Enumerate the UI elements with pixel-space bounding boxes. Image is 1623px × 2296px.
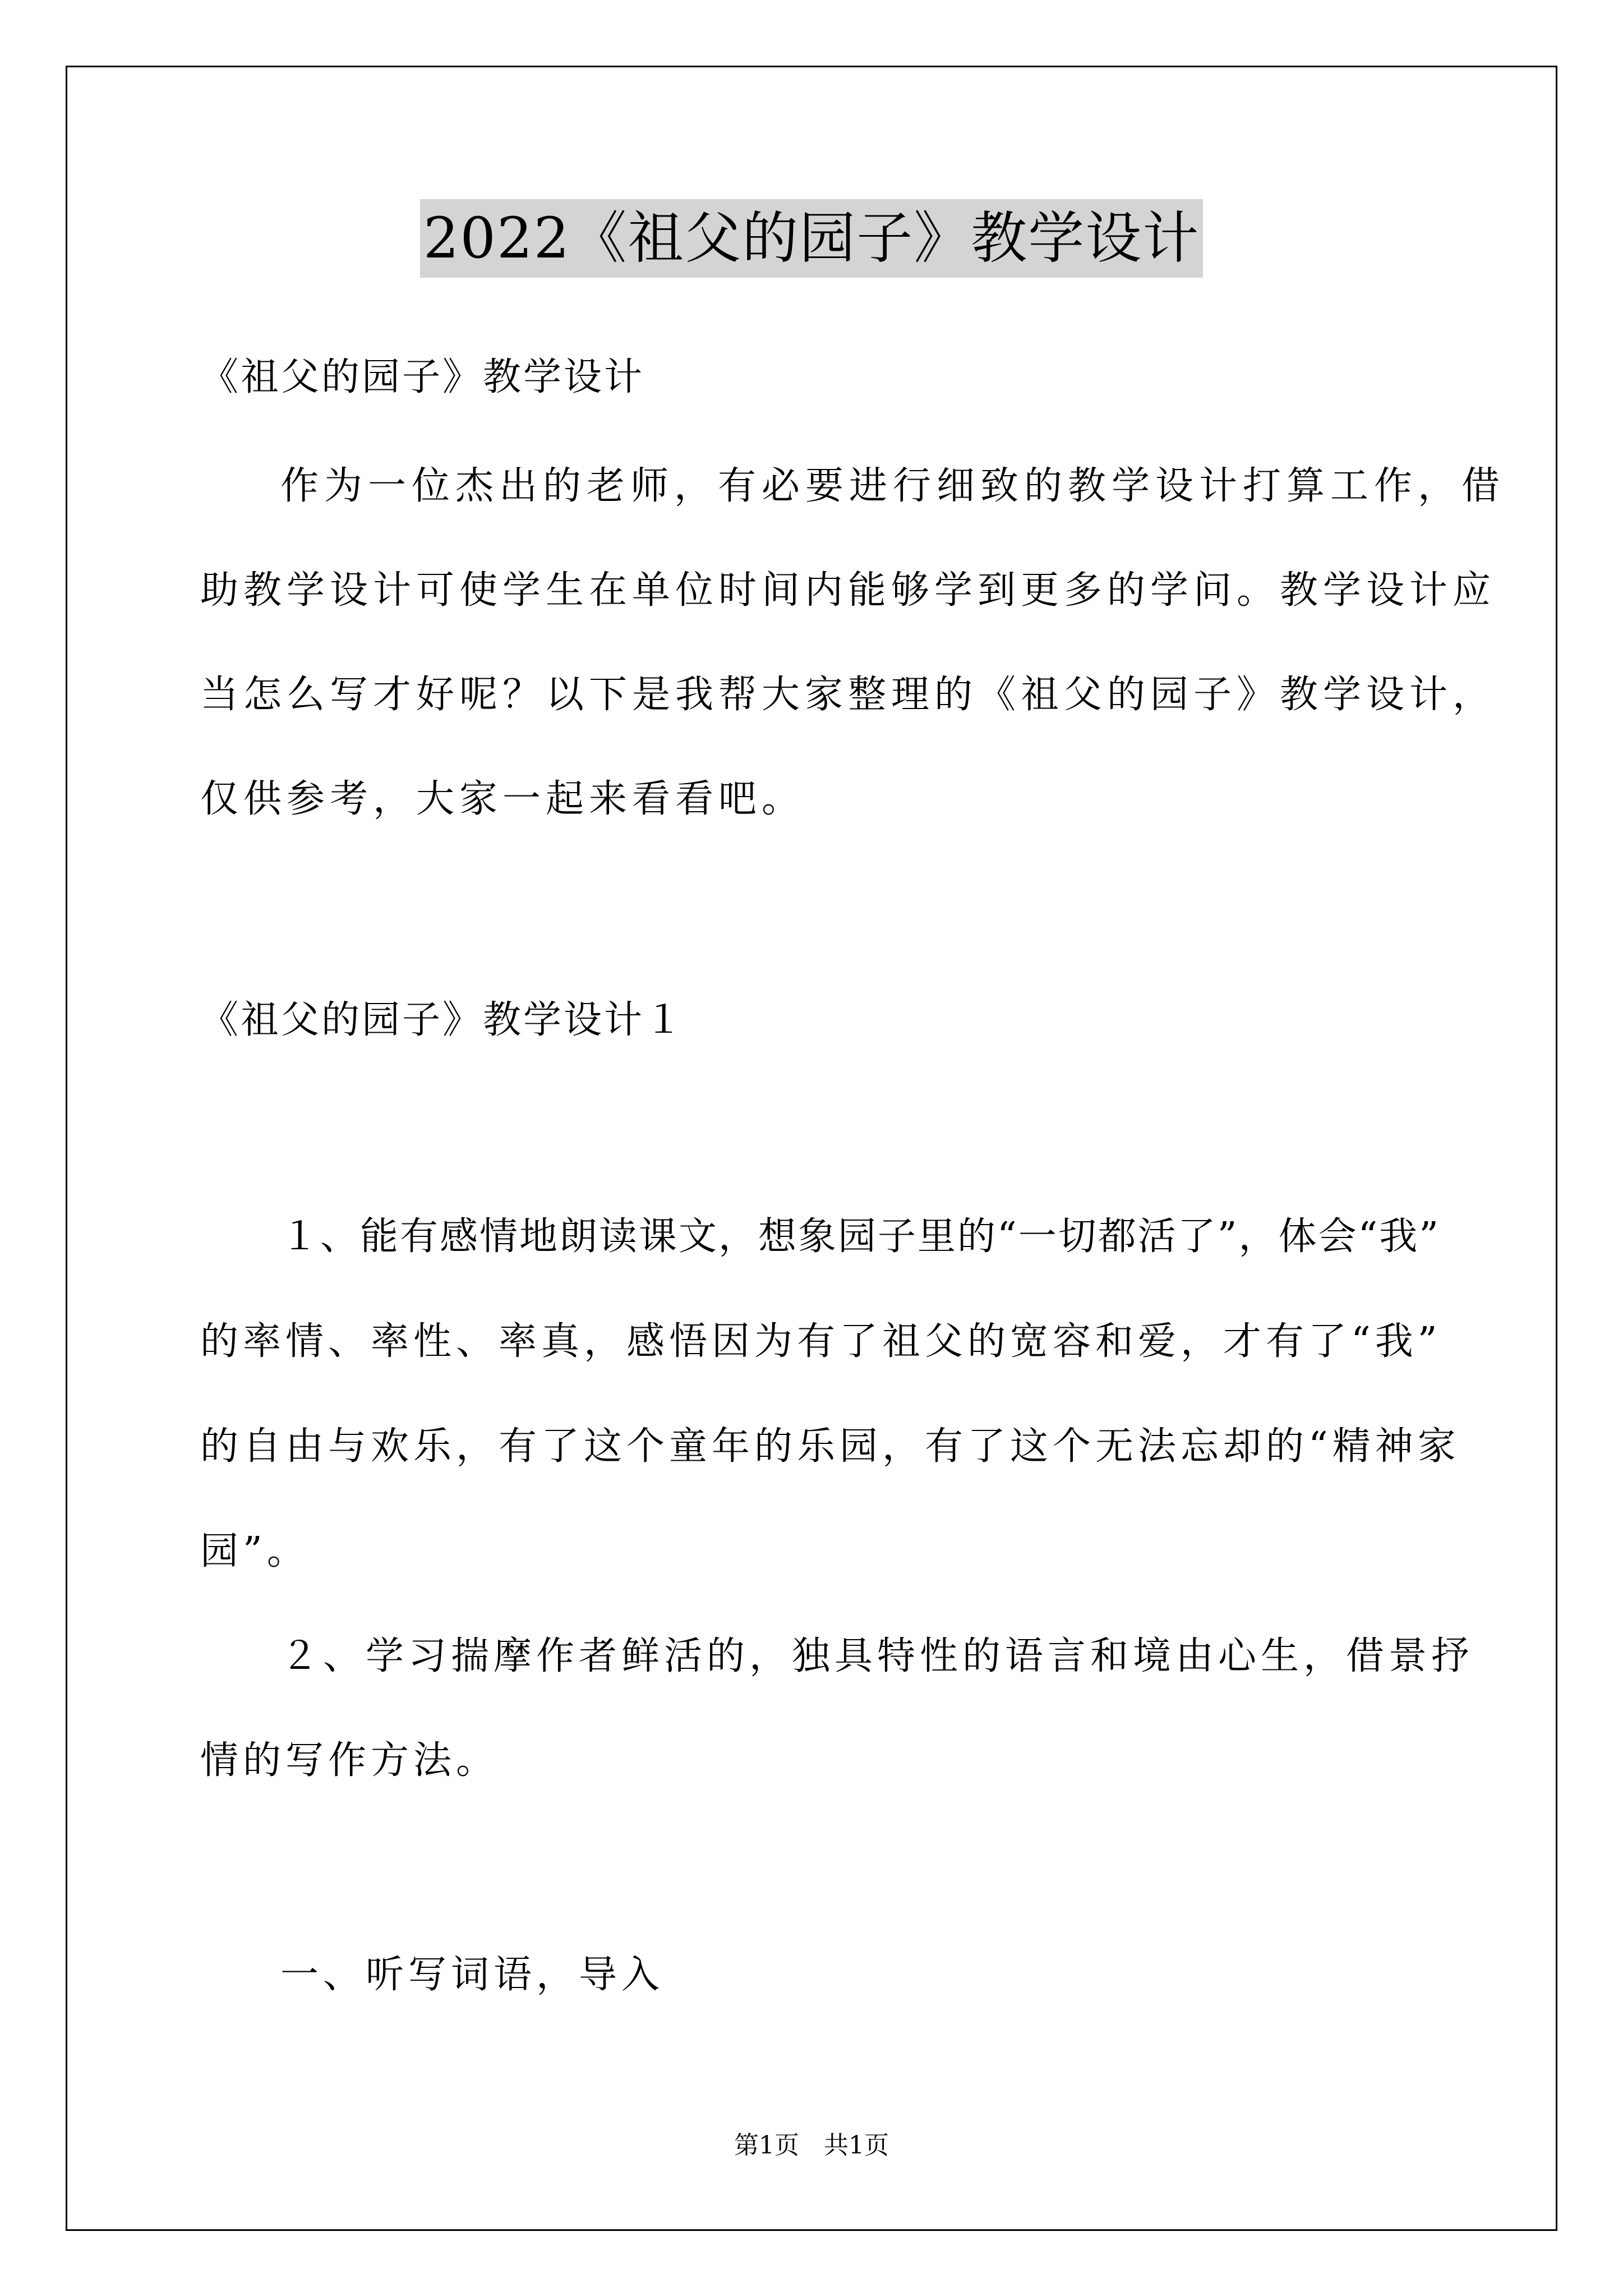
goal1-line-4: 园”。 bbox=[200, 1529, 310, 1573]
section-heading: 《祖父的园子》教学设计１ bbox=[200, 998, 685, 1042]
goal2-line-2: 情的写作方法。 bbox=[200, 1738, 499, 1783]
subtitle: 《祖父的园子》教学设计 bbox=[200, 355, 645, 399]
intro-line-3: 当怎么写才好呢？以下是我帮大家整理的《祖父的园子》教学设计， bbox=[200, 673, 1496, 717]
intro-line-2: 助教学设计可使学生在单位时间内能够学到更多的学问。教学设计应 bbox=[200, 568, 1496, 613]
goal1-line-2: 的率情、率性、率真，感悟因为有了祖父的宽容和爱，才有了“我” bbox=[200, 1319, 1442, 1364]
goal1-line-1: １、能有感情地朗读课文，想象园子里的“一切都活了”，体会“我” bbox=[280, 1214, 1441, 1259]
intro-line-4: 仅供参考，大家一起来看看吧。 bbox=[200, 777, 805, 821]
page-footer: 第1页 共1页 bbox=[734, 2131, 889, 2160]
intro-line-1: 作为一位杰出的老师，有必要进行细致的教学设计打算工作，借 bbox=[280, 464, 1506, 508]
title-wrap bbox=[0, 199, 1623, 278]
goal1-line-3: 的自由与欢乐，有了这个童年的乐园，有了这个无法忘却的“精神家 bbox=[200, 1424, 1460, 1469]
goal2-line-1: ２、学习揣摩作者鲜活的，独具特性的语言和境由心生，借景抒 bbox=[280, 1634, 1474, 1678]
document-title: 2022《祖父的园子》教学设计 bbox=[420, 199, 1204, 278]
step-1-heading: 一、听写词语，导入 bbox=[280, 1953, 665, 1997]
